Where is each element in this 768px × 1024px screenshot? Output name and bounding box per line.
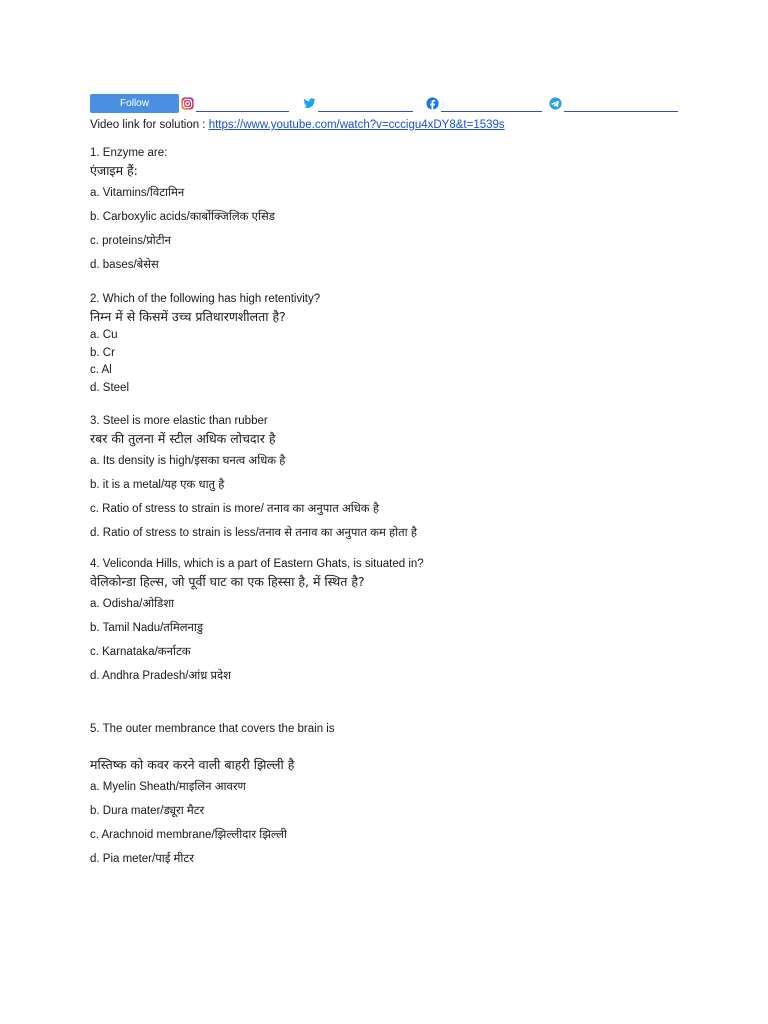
option-b: b. Tamil Nadu/तमिलनाडु (90, 622, 204, 634)
option-c: c. proteins/प्रोटीन (90, 235, 171, 247)
question-4 (90, 556, 690, 688)
question-3 (90, 413, 690, 545)
question-text: 4. Veliconda Hills, which is a part of Eastern Ghats, is situated in? (90, 558, 424, 570)
facebook-link-line[interactable] (441, 111, 542, 112)
option-d: d. Steel (90, 381, 129, 394)
telegram-link-line[interactable] (564, 111, 678, 112)
question-5 (90, 721, 690, 871)
option-b: b. Dura mater/ड्यूरा मैटर (90, 805, 205, 817)
option-d: d. bases/बेसेस (90, 259, 159, 271)
video-link-url[interactable]: https://www.youtube.com/watch?v=cccigu4xDY8&t=1539s (208, 119, 505, 131)
option-d: d. Pia meter/पाई मीटर (90, 853, 194, 865)
question-text: 3. Steel is more elastic than rubber (90, 415, 268, 427)
option-a: a. Cu (90, 329, 118, 341)
question-text: 5. The outer membrance that covers the brain is (90, 723, 335, 735)
question-2 (90, 291, 690, 397)
facebook-icon[interactable] (426, 97, 439, 110)
instagram-icon[interactable] (181, 97, 194, 110)
option-c: c. Arachnoid membrane/झिल्लीदार झिल्ली (90, 829, 287, 841)
document-page (90, 94, 690, 871)
option-b: b. Carboxylic acids/कार्बोक्जिलिक एसिड (90, 211, 275, 223)
option-b: b. it is a metal/यह एक धातु है (90, 479, 225, 491)
option-b: b. Cr (90, 346, 115, 359)
question-text: 1. Enzyme are: (90, 147, 168, 159)
option-c: c. Ratio of stress to strain is more/ तनाव का अनुपात अधिक है (90, 503, 379, 515)
social-bar (90, 94, 690, 116)
question-text: 2. Which of the following has high retentivity? (90, 293, 321, 305)
telegram-icon[interactable] (549, 97, 562, 110)
option-c: c. Al (90, 364, 112, 376)
twitter-icon[interactable] (303, 97, 316, 110)
option-a: a. Odisha/ओडिशा (90, 598, 175, 610)
option-c: c. Karnataka/कर्नाटक (90, 646, 191, 658)
twitter-link-line[interactable] (318, 111, 413, 112)
video-link-label: Video link for solution : (90, 119, 209, 131)
option-a: a. Myelin Sheath/माइलिन आवरण (90, 781, 246, 793)
option-d: d. Andhra Pradesh/आंध्र प्रदेश (90, 670, 231, 682)
option-a: a. Its density is high/इसका घनत्व अधिक है (90, 455, 286, 467)
instagram-link-line[interactable] (196, 111, 289, 112)
follow-button[interactable]: Follow (90, 94, 179, 113)
option-d: d. Ratio of stress to strain is less/तनाव से तनाव का अनुपात कम होता है (90, 527, 417, 539)
video-link-line (90, 119, 690, 131)
option-a: a. Vitamins/विटामिन (90, 187, 185, 199)
question-text-hindi: निम्न में से किसमें उच्च प्रतिधारणशीलता है? (90, 309, 286, 324)
question-1 (90, 145, 690, 277)
question-text-hindi: मस्तिष्क को कवर करने वाली बाहरी झिल्ली है (90, 757, 295, 772)
question-text-hindi: रबर की तुलना में स्टील अधिक लोचदार है (90, 431, 276, 446)
question-text-hindi: एंजाइम हैं: (90, 163, 138, 178)
question-text-hindi: वेलिकोन्डा हिल्स, जो पूर्वी घाट का एक हिस्सा है, में स्थित है? (90, 574, 365, 589)
